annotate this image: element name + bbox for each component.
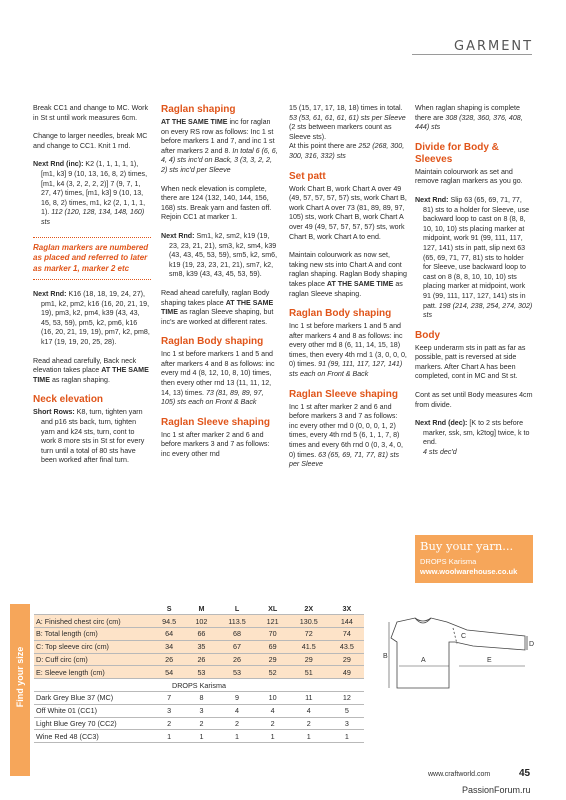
table-header [34,602,152,615]
paragraph: Inc 1 st after marker 2 and 6 and before markers 3 and 7 as follows: inc every other rnd 0 (0, 0, 0, 1, 2) times, every 4th rnd 5 (6, 1, 1, 7, 8) times and every 6th rnd 0 (0, 3, 4, 0, 0) times. 63 (65, 69, 71, 77, 81) sts per Sleeve [289,402,403,469]
table-subheader: DROPS Karisma [34,679,364,692]
table-cell: 9 [217,692,258,705]
table-cell: 29 [330,653,364,666]
table-row [34,628,364,641]
heading: Raglan Sleeve shaping [289,388,398,400]
table-cell: 72 [288,628,330,641]
diagram-label-e: E [487,657,492,664]
table-cell: 41.5 [288,640,330,653]
table-cell: 49 [330,666,364,679]
table-cell: 121 [257,615,287,628]
paragraph: Maintain colourwork as set and remove raglan markers as you go. [415,167,523,186]
table-row [34,717,364,730]
table-cell: 53 [217,666,258,679]
table-cell: 69 [257,640,287,653]
table-cell: 3 [152,704,186,717]
table-cell: 1 [186,730,216,743]
instruction: Short Rows: K8, turn, tighten yarn and p16 sts back, turn, tighten yarn and k24 sts, turn, cont to work 8 more sts in St st for every turn until a total of 80 sts have been worked after final turn. [33,408,145,465]
table-cell: 66 [186,628,216,641]
column-4 [415,104,533,467]
table-cell: 113.5 [217,615,258,628]
paragraph: Cont as set until Body measures 4cm from divide. [415,391,533,409]
table-cell: 2 [288,717,330,730]
table-header: L [217,602,258,615]
table-cell: 3 [186,704,216,717]
paragraph: Break CC1 and change to MC. Work in St st until work measures 6cm. [33,104,148,122]
table-cell: 70 [257,628,287,641]
table-header: 3X [330,602,364,615]
table-cell: 26 [217,653,258,666]
heading: Divide for Body & Sleeves [415,141,499,165]
row-label: Off White 01 (CC1) [34,704,152,717]
table-cell: 3 [330,717,364,730]
table-cell: 52 [257,666,287,679]
table-cell: 1 [217,730,258,743]
table-cell: 64 [152,628,186,641]
heading: Neck elevation [33,394,104,406]
table-cell: 1 [330,730,364,743]
table-cell: 43.5 [330,640,364,653]
instruction: Next Rnd (inc): K2 (1, 1, 1, 1, 1), [m1, k3] 9 (10, 13, 16, 8, 2) times, [m1, k4 (3, 2, 2, 2, 2)] 7 (9, 7, 1, 27, 47) times, [m1, k3] 9 (10, 13, 16, 8, 2) times, m1, k2 (2, 1, 1, 1, 1). 112 (120, 128, 134, 148, 160) sts [33,160,148,226]
heading: Raglan Sleeve shaping [161,416,270,428]
paragraph: Read ahead carefully, Back neck elevation takes place AT THE SAME TIME as raglan shaping. [33,356,149,384]
row-label: Dark Grey Blue 37 (MC) [34,692,152,705]
paragraph: When neck elevation is complete, there are 124 (132, 140, 144, 156, 168) sts. Break yarn and fasten off. Rejoin CC1 at marker 1. [161,184,272,222]
table-header-row [34,602,364,615]
paragraph: Inc 1 st before markers 1 and 5 and after markers 4 and 8 as follows: inc every other rnd 8 (6, 11, 14, 15, 18) times, then every 4th rnd 1 (3, 0, 0, 0, 0) times. 91 (99, 111, 117, 127, 141) sts each on Front & Back [289,322,407,379]
section-tag: GARMENT [454,39,534,54]
table-cell: 144 [330,615,364,628]
note-box: Raglan markers are numbered as placed and referred to later as marker 1, marker 2 etc [33,237,151,281]
paragraph: When raglan shaping is complete there are 308 (328, 360, 376, 408, 444) sts [415,104,523,132]
header-rule [412,54,532,55]
table-cell: 4 [217,704,258,717]
paragraph: 15 (15, 17, 17, 18, 18) times in total. 53 (53, 61, 61, 61, 61) sts per Sleeve (2 sts between markers count as Sleeve sts). At this point there are 252 (268, 300, 300, 316, 332) sts [289,104,406,160]
heading: Set patt [289,170,326,182]
paragraph: Work Chart B, work Chart A over 49 (49, 57, 57, 57, 57) sts, work Chart B, work Chart A over 73 (81, 89, 89, 97, 105) sts, work Chart B, work Chart A over 49 (49, 57, 57, 57, 57) sts, work Chart B, work Chart A to end. [289,184,407,241]
instruction: Next Rnd: K16 (18, 18, 19, 24, 27), pm1, k2, pm2, k16 (16, 20, 21, 19, 19), pm3, k2, pm4, k39 (43, 43, 45, 53, 59), pm5, k2, pm6, k16 (16, 20, 21, 19, 19), pm7, k2, pm8, k17 (19, 19, 20, 25, 28). [33,290,150,346]
heading: Raglan shaping [161,104,236,115]
side-label: Find your size [15,646,25,708]
table-header: XL [257,602,287,615]
shop-link[interactable]: www.woolwarehouse.co.uk [420,567,518,576]
garment-schematic [375,608,535,698]
instruction: Next Rnd: Slip 63 (65, 69, 71, 77, 81) sts to a holder for Sleeve, use backward loop to cast on 8 (8, 8, 10, 10, 10) sts placing marker at midpoint, work 91 (99, 111, 117, 127, 141) sts in patt, slip next 63 (65, 69, 71, 77, 81) sts to holder for Sleeve, use backward loop to cast on 8 (8, 8, 10, 10, 10) sts placing marker at midpoint, work 91 (99, 111, 117, 127, 141) sts in patt. 198 (214, 238, 254, 274, 302) sts [415,195,533,320]
table-cell: 4 [257,704,287,717]
buy-yarn-box [415,535,533,583]
table-cell: 2 [257,717,287,730]
column-1 [33,104,151,475]
table-cell: 11 [288,692,330,705]
paragraph: Inc 1 st before markers 1 and 5 and after markers 4 and 8 as follows: inc every rnd 4 (8, 12, 10, 8, 10) times, then every other rnd 13 (11, 11, 12, 14, 13) times. 73 (81, 89, 89, 97, 105) sts each on Front & Back [161,350,275,407]
table-row [34,640,364,653]
paragraph: Read ahead carefully, raglan Body shaping takes place AT THE SAME TIME as raglan Sleeve shaping, but inc's are worked at different rates. [161,288,274,326]
table-header: 2X [288,602,330,615]
row-label: E: Sleeve length (cm) [34,666,152,679]
table-header: S [152,602,186,615]
table-cell: 2 [217,717,258,730]
table-cell: 34 [152,640,186,653]
table-cell: 68 [217,628,258,641]
heading: Raglan Body shaping [289,308,392,320]
table-cell: 7 [152,692,186,705]
instruction: Next Rnd: Sm1, k2, sm2, k19 (19, 23, 23, 21, 21), sm3, k2, sm4, k39 (43, 43, 45, 53, 59), sm5, k2, sm6, k19 (19, 23, 23, 21, 21), sm7, k2, sm8, k39 (43, 43, 45, 53, 59). [161,231,278,279]
table-subheader-row [34,679,364,692]
table-cell: 5 [330,704,364,717]
table-cell: 1 [257,730,287,743]
table-cell: 74 [330,628,364,641]
table-cell: 1 [152,730,186,743]
side-tab [10,604,30,776]
table-cell: 54 [152,666,186,679]
table-row [34,730,364,743]
table-cell: 102 [186,615,216,628]
column-3 [289,104,407,479]
table-row [34,653,364,666]
table-cell: 12 [330,692,364,705]
paragraph: Maintain colourwork as now set, taking new sts into Chart A and cont raglan shaping. Raglan Body shaping takes place AT THE SAME TIME as raglan Sleeve shaping. [289,251,407,298]
table-cell: 8 [186,692,216,705]
site-url[interactable]: www.craftworld.com [428,771,491,778]
diagram-label-d: D [529,641,535,648]
table-row [34,666,364,679]
row-label: Light Blue Grey 70 (CC2) [34,717,152,730]
paragraph: Keep underarm sts in patt as far as possible, patt is reversed at side markers. After Chart A has been completed, cont in MC and St st. [415,343,526,381]
table-cell: 35 [186,640,216,653]
table-cell: 130.5 [288,615,330,628]
table-cell: 1 [288,730,330,743]
yarn-brand: DROPS Karisma [420,557,477,566]
table-cell: 53 [186,666,216,679]
table-cell: 2 [152,717,186,730]
table-cell: 2 [186,717,216,730]
table-cell: 67 [217,640,258,653]
diagram-label-c: C [461,633,467,640]
table-row [34,692,364,705]
row-label: D: Cuff circ (cm) [34,653,152,666]
table-cell: 10 [257,692,287,705]
column-2 [161,104,279,469]
table-cell: 26 [152,653,186,666]
heading: Body [415,329,440,341]
paragraph: Change to larger needles, break MC and change to CC1. Knit 1 rnd. [33,132,148,150]
paragraph: Inc 1 st after marker 2 and 6 and before markers 3 and 7 as follows: inc every other rnd [161,430,270,459]
watermark: PassionForum.ru [462,785,531,795]
row-label: C: Top sleeve circ (cm) [34,640,152,653]
table-cell: 26 [186,653,216,666]
heading: Raglan Body shaping [161,336,264,348]
table-row [34,704,364,717]
page-number: 45 [519,768,531,779]
table-cell: 29 [257,653,287,666]
diagram-label-b: B [383,653,388,660]
size-table [34,602,364,743]
buy-yarn-title: Buy your yarn... [420,539,514,553]
paragraph: AT THE SAME TIME inc for raglan on every RS row as follows: Inc 1 st before markers 1 and 7, and inc 1 st after markers 2 and 8. In total 6 (6, 6, 4, 4) sts inc'd on Back, 3 (3, 3, 2, 2, 2) sts inc'd per Sleeve [161,118,278,174]
diagram-label-a: A [421,657,426,664]
table-cell: 94.5 [152,615,186,628]
table-header: M [186,602,216,615]
instruction: Next Rnd (dec): [K to 2 sts before marker, ssk, sm, k2tog] twice, k to end. 4 sts dec'd [415,419,530,457]
row-label: Wine Red 48 (CC3) [34,730,152,743]
table-row [34,615,364,628]
row-label: A: Finished chest circ (cm) [34,615,152,628]
table-cell: 4 [288,704,330,717]
table-cell: 29 [288,653,330,666]
table-cell: 51 [288,666,330,679]
row-label: B: Total length (cm) [34,628,152,641]
